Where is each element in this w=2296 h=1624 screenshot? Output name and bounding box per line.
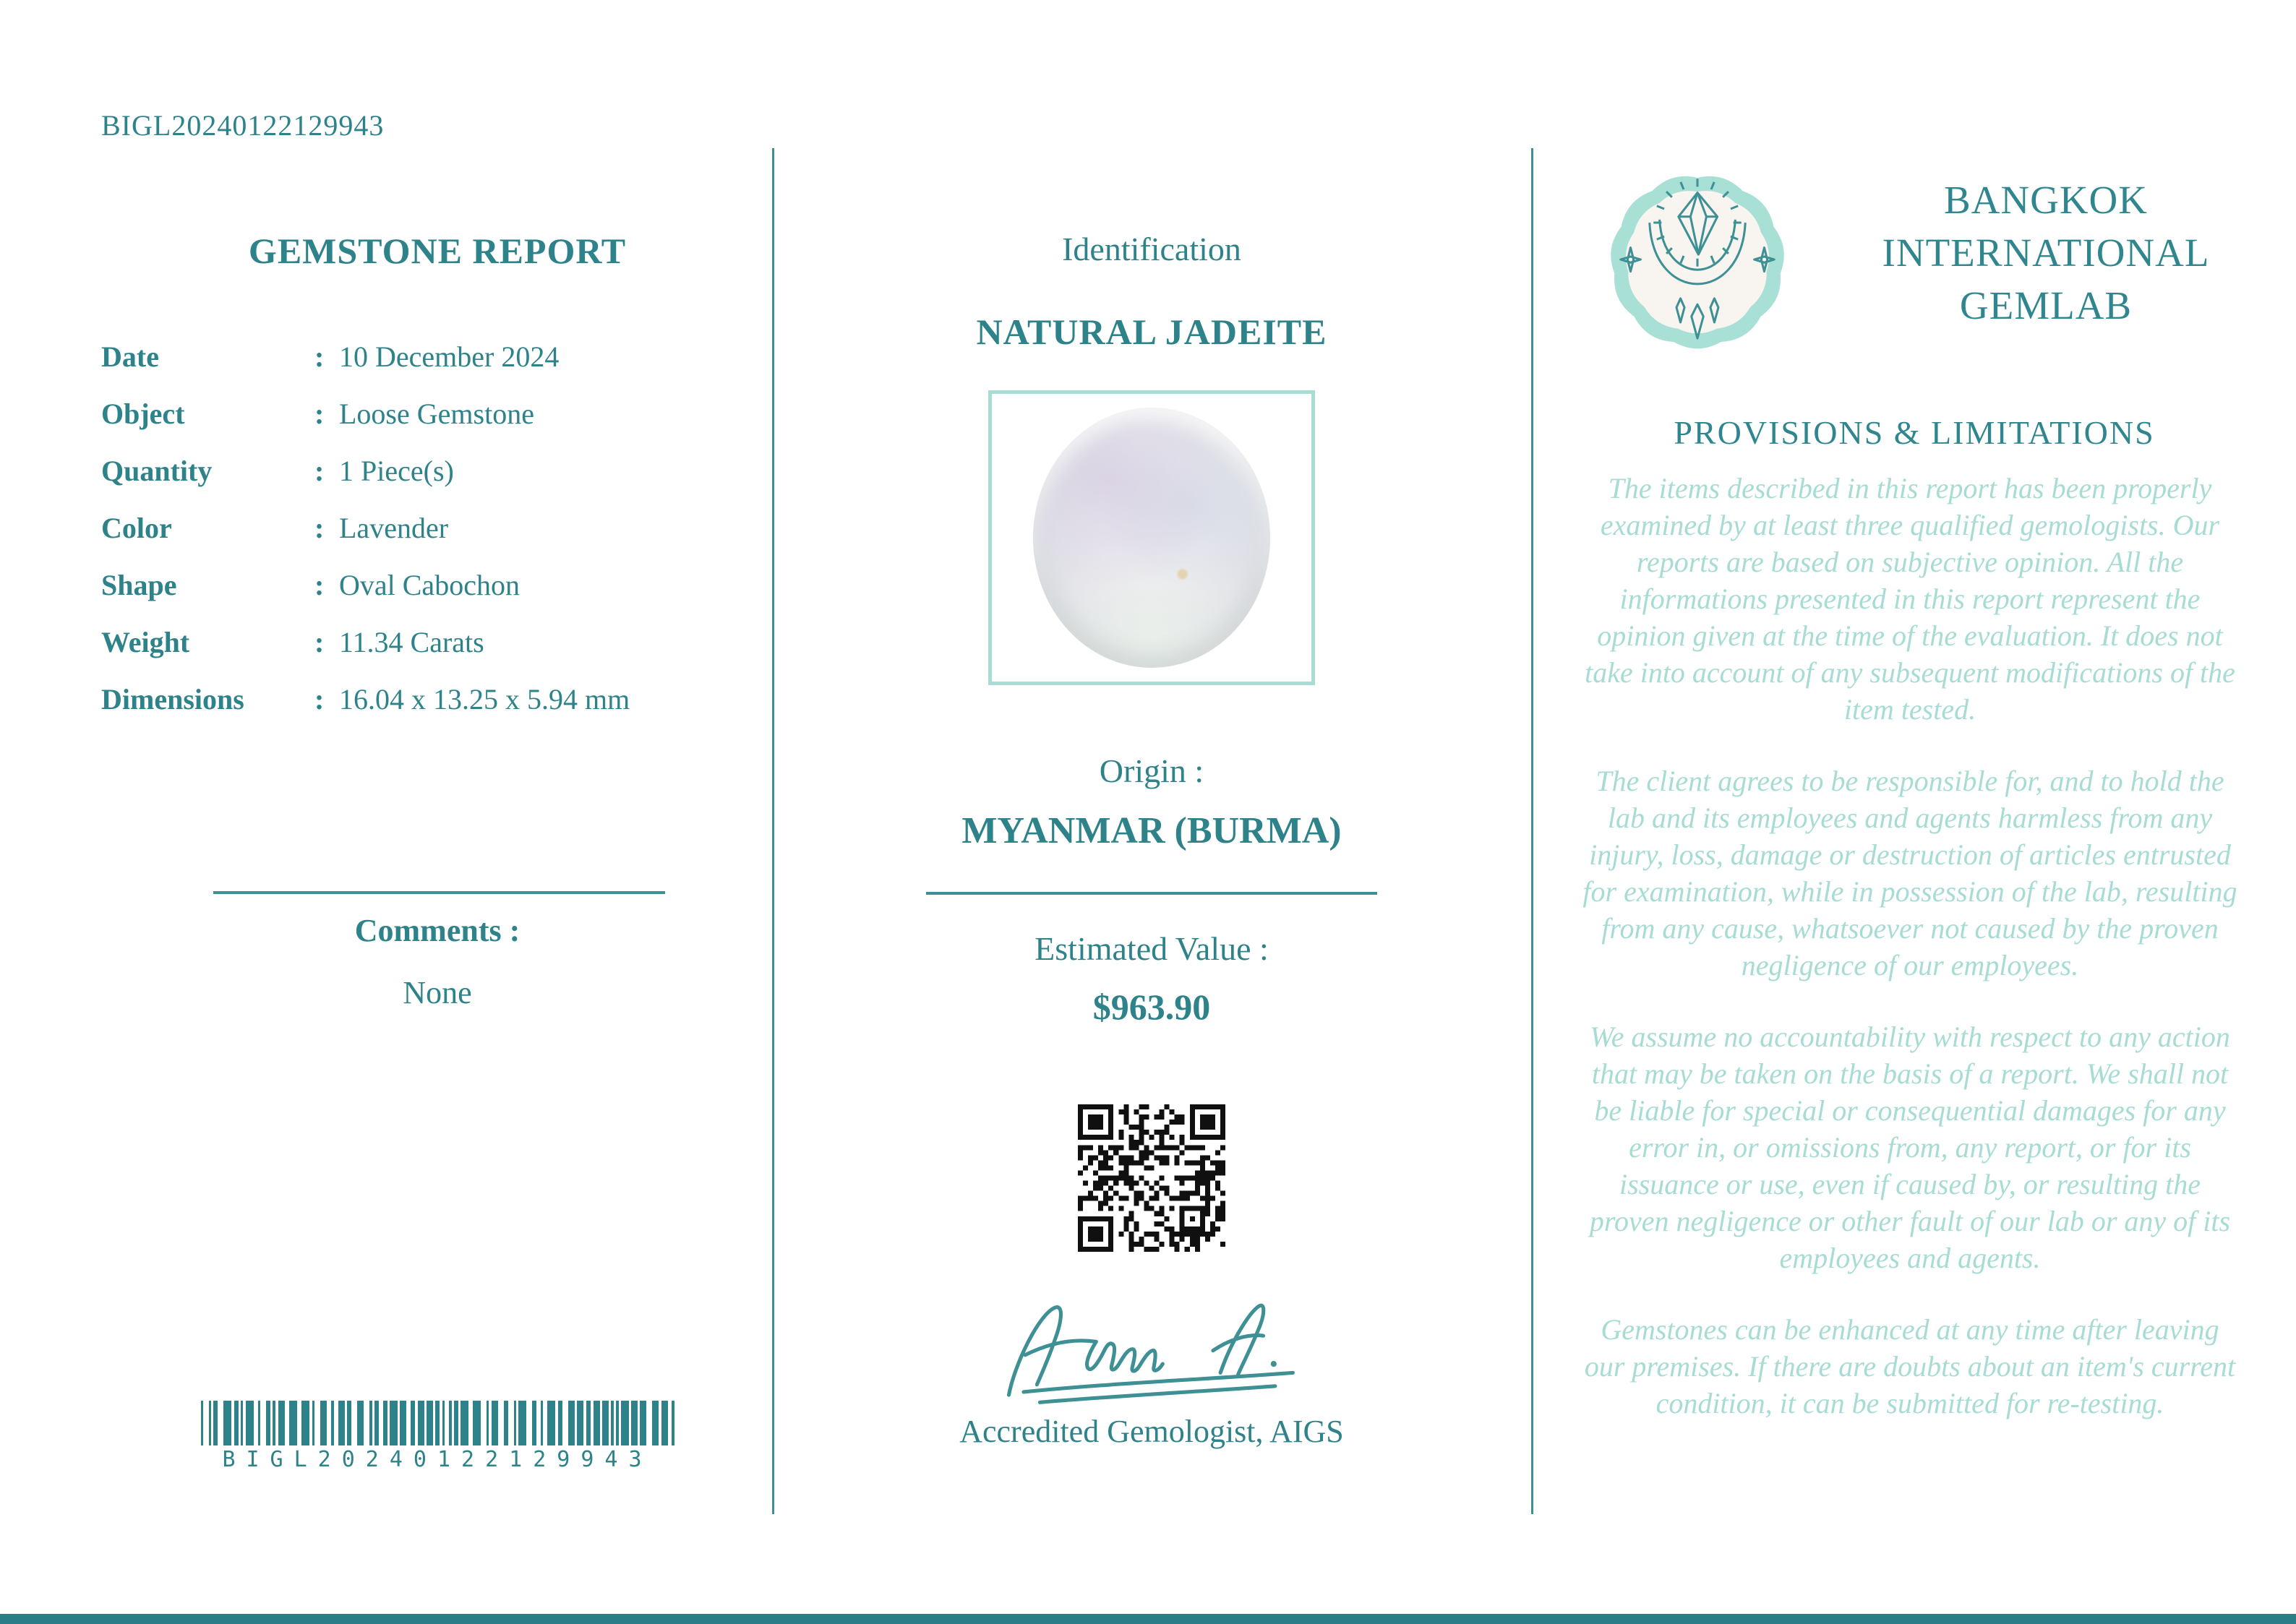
origin-value: MYANMAR (BURMA) — [961, 810, 1342, 851]
signer-title: Accredited Gemologist, AIGS — [959, 1414, 1344, 1449]
field-value: 1 Piece(s) — [339, 455, 454, 487]
field-row-color — [101, 510, 774, 547]
field-row-object — [101, 395, 774, 433]
field-colon: : — [314, 683, 325, 716]
field-colon: : — [314, 626, 325, 658]
gemstone-photo-frame — [988, 390, 1315, 685]
estimated-value: $963.90 — [1092, 987, 1211, 1027]
report-details-section — [0, 0, 772, 1624]
field-label: Quantity — [101, 455, 213, 487]
field-label: Color — [101, 512, 172, 544]
field-label: Weight — [101, 626, 190, 658]
origin-label: Origin : — [1099, 752, 1204, 789]
field-label: Dimensions — [101, 683, 244, 716]
identification-heading: Identification — [1062, 231, 1241, 267]
barcode — [101, 1401, 774, 1472]
field-colon: : — [314, 569, 325, 601]
lab-info-section — [1533, 0, 2296, 1624]
field-label: Object — [101, 398, 185, 430]
lab-logo — [1598, 165, 1797, 357]
field-colon: : — [314, 398, 325, 430]
lab-name-line: BANGKOK — [1944, 178, 2148, 222]
provisions-paragraph: The client agrees to be responsible for, and to hold the lab and its employees and agents harmless from any injury, loss, damage or destruction of articles entrusted for examination, while in possession of the lab, resulting from any cause, whatsoever not caused by the proven negligence of our employees. — [1582, 765, 2237, 981]
field-colon: : — [314, 455, 325, 487]
report-number: BIGL20240122129943 — [101, 109, 385, 142]
field-value: 16.04 x 13.25 x 5.94 mm — [339, 683, 630, 716]
field-label: Date — [101, 340, 159, 373]
provisions-paragraph: Gemstones can be enhanced at any time after leaving our premises. If there are doubts about an item's current condition, it can be submitted for re-testing. — [1584, 1313, 2236, 1419]
identification-section — [772, 0, 1531, 1624]
field-colon: : — [314, 340, 325, 373]
barcode-text: BIGL20240122129943 — [222, 1447, 653, 1472]
provisions-paragraph: We assume no accountability with respect to any action that may be taken on the basis of a report. We shall not be liable for special or consequential damages for any error in, or omissions from, any report, or for its issuance or use, even if caused by, or resulting the proven negligence or other fault of our lab or any of its employees and agents. — [1589, 1021, 2231, 1274]
field-label: Shape — [101, 569, 177, 601]
provisions-title: PROVISIONS & LIMITATIONS — [1674, 414, 2155, 451]
barcode-bars — [201, 1401, 674, 1445]
report-title: GEMSTONE REPORT — [248, 231, 627, 271]
field-row-date — [101, 338, 774, 376]
comments-divider — [213, 891, 665, 894]
value-divider — [926, 892, 1377, 895]
provisions-text — [1577, 470, 2243, 1456]
field-value: 11.34 Carats — [339, 626, 484, 658]
comments-value: None — [403, 975, 472, 1010]
field-value: Lavender — [339, 512, 449, 544]
field-row-dimensions — [101, 681, 774, 718]
field-row-quantity — [101, 452, 774, 490]
gemologist-signature — [993, 1276, 1311, 1414]
field-colon: : — [314, 512, 325, 544]
field-row-weight — [101, 624, 774, 661]
field-value: 10 December 2024 — [339, 340, 560, 373]
provisions-paragraph: The items described in this report has been properly examined by at least three qualified gemologists. Our reports are based on subjective opinion. All the informations presented in this report represent the opinion given at the time of the evaluation. It does not take into account of any subsequent modifications of the item tested. — [1585, 472, 2235, 726]
field-value: Loose Gemstone — [339, 398, 534, 430]
comments-label: Comments : — [354, 913, 521, 948]
lab-name-line: GEMLAB — [1959, 283, 2133, 327]
gemstone-photo — [1033, 408, 1270, 668]
lab-name-line: INTERNATIONAL — [1882, 231, 2210, 275]
field-row-shape — [101, 567, 774, 604]
lab-name — [1813, 173, 2279, 332]
qr-code — [1078, 1104, 1225, 1252]
footer-accent-bar — [0, 1614, 2296, 1624]
field-value: Oval Cabochon — [339, 569, 520, 601]
identification-result: NATURAL JADEITE — [976, 312, 1327, 352]
report-fields — [101, 338, 774, 738]
estimated-value-label: Estimated Value : — [1035, 930, 1269, 967]
